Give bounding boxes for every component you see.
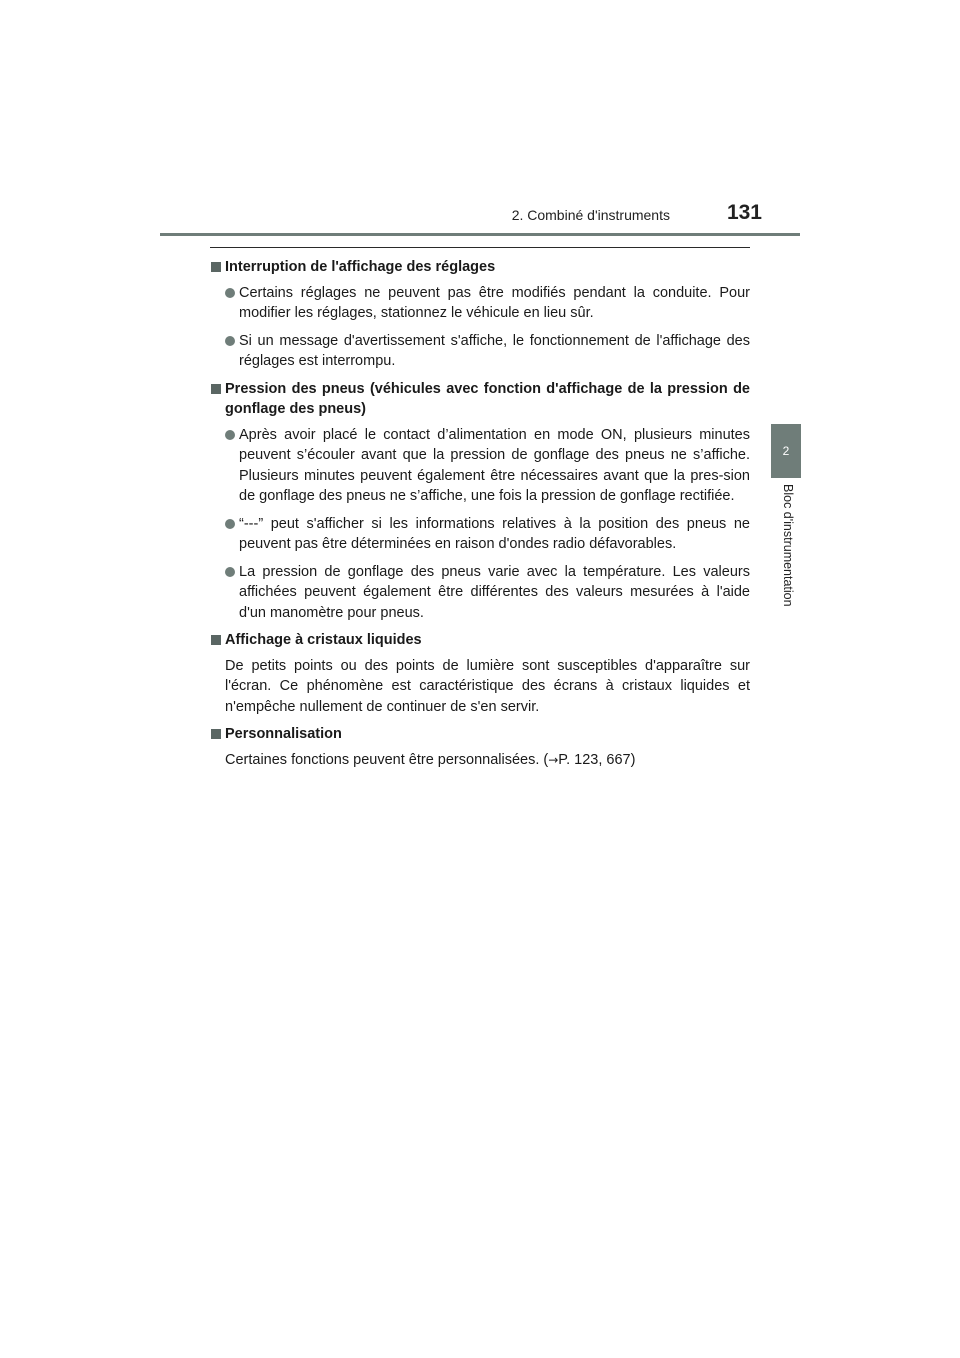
list-item [210, 514, 750, 555]
list-item [210, 283, 750, 324]
section-customization [210, 724, 750, 770]
side-tab-label: Bloc d'instrumentation [781, 484, 795, 607]
list-item [210, 562, 750, 624]
section-title [210, 630, 750, 651]
list-item-text: Si un message d'avertissement s'affiche, le fonctionnement de l'affichage des réglages est interrompu. [239, 332, 750, 369]
page-reference-link[interactable]: P. 123, 667) [558, 751, 636, 768]
section-title-text: Affichage à cristaux liquides [225, 632, 422, 648]
square-bullet-icon [211, 384, 221, 394]
section-title-text: Interruption de l'affichage des réglages [225, 259, 496, 275]
section-paragraph: De petits points ou des points de lumière sont susceptibles d'apparaître sur l'écran. Ce phénomène est caractéristique des écrans à cristaux liquides et n'empêche nullement de continuer de s'en servir. [225, 657, 750, 715]
section-title [210, 724, 750, 745]
section-title [210, 379, 750, 420]
round-bullet-icon [225, 430, 235, 440]
round-bullet-icon [225, 288, 235, 298]
section-title-text: Personnalisation [225, 726, 342, 742]
square-bullet-icon [211, 729, 221, 739]
square-bullet-icon [211, 262, 221, 272]
paragraph-text: Certaines fonctions peuvent être personnalisées. ( [225, 751, 549, 768]
list-item-text: La pression de gonflage des pneus varie avec la température. Les valeurs affichées peuvent également être différentes des valeurs mesurées à l'aide d'un manomètre pour pneus. [239, 563, 750, 621]
list-item-text: “---” peut s'afficher si les informations relatives à la position des pneus ne peuvent pas être déterminées en raison d'ondes radio défavorables. [239, 515, 750, 552]
section-title [210, 257, 750, 278]
side-tab-number: 2 [771, 424, 801, 478]
page-number: 131 [726, 201, 762, 224]
list-item-text: Certains réglages ne peuvent pas être modifiés pendant la conduite. Pour modifier les réglages, stationnez le véhicule en lieu sûr. [239, 284, 750, 321]
round-bullet-icon [225, 519, 235, 529]
square-bullet-icon [211, 635, 221, 645]
section-interruption [210, 257, 750, 372]
page-content [210, 257, 750, 777]
content-top-rule [210, 247, 750, 248]
reference-arrow-icon: → [548, 752, 559, 767]
list-item [210, 425, 750, 507]
round-bullet-icon [225, 567, 235, 577]
section-title-text: Pression des pneus (véhicules avec fonction d'affichage de la pression de gonflage des pneus) [225, 380, 750, 417]
list-item-text: Après avoir placé le contact d’alimentation en mode ON, plusieurs minutes peuvent s’écouler avant que la pression de gonflage des pneus ne s’affiche. Plusieurs minutes peuvent également être nécessaires avant que la pres-sion de gonflage des pneus ne s’affiche, une fois la pression de gonflage rectifiée. [239, 426, 750, 504]
list-item [210, 331, 750, 372]
header-rule [160, 233, 800, 236]
chapter-header: 2. Combiné d'instruments [511, 207, 670, 223]
section-paragraph [210, 750, 750, 771]
round-bullet-icon [225, 336, 235, 346]
section-tire-pressure [210, 379, 750, 624]
section-lcd [210, 630, 750, 717]
